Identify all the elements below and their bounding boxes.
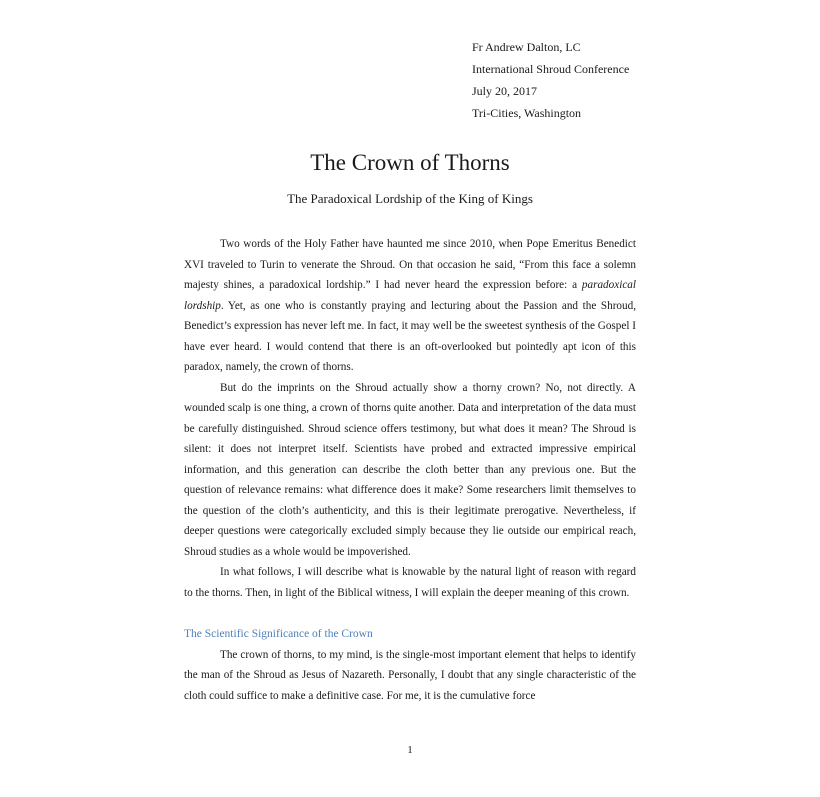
section-heading: The Scientific Significance of the Crown (184, 628, 373, 640)
conference-date: July 20, 2017 (472, 84, 538, 98)
page-number: 1 (407, 744, 413, 756)
author-name: Fr Andrew Dalton, LC (472, 40, 581, 54)
paragraph-1-end: . Yet, as one who is constantly praying and lecturing about the Passion and the Shroud, Benedict’s expression has never left me. In fact, it may well be the sweetest synthesis of the Gospel I have ever heard. I would contend that there is an oft-overlooked but pointedly apt icon of this paradox, namely, the crown of thorns. (184, 299, 636, 373)
paragraph-3: In what follows, I will describe what is knowable by the natural light of reason with regard to the thorns. Then, in light of the Biblical witness, I will explain the deeper meaning of this crown. (184, 566, 636, 599)
document-body (184, 234, 636, 706)
author-header (472, 36, 629, 124)
paragraph-2: But do the imprints on the Shroud actually show a thorny crown? No, not directly. A wounded scalp is one thing, a crown of thorns quite another. Data and interpretation of the data must be carefully distinguished. Shroud science offers testimony, but what does it mean? The Shroud is silent: it does not interpret itself. Scientists have probed and extracted impressive empirical information, and this generation can describe the cloth better than any previous one. But the question of relevance remains: what difference does it make? Some researchers limit themselves to the question of the cloth’s authenticity, and this is their legitimate prerogative. Nevertheless, if deeper questions were categorically excluded simply because they lie outside our empirical reach, Shroud studies as a whole would be impoverished. (184, 381, 636, 558)
document-subtitle: The Paradoxical Lordship of the King of Kings (287, 191, 533, 206)
paragraph-1-emphasis: paradoxical lordship (184, 279, 636, 312)
paragraph-1-start: Two words of the Holy Father have haunted me since 2010, when Pope Emeritus Benedict XVI traveled to Turin to venerate the Shroud. On that occasion he said, “From this face a solemn majesty shines, a paradoxical lordship.” I had never heard the expression before: a (184, 238, 636, 291)
conference-location: Tri-Cities, Washington (472, 106, 582, 120)
paragraph-4: The crown of thorns, to my mind, is the single-most important element that helps to identify the man of the Shroud as Jesus of Nazareth. Personally, I doubt that any single characteristic of the cloth could suffice to make a definitive case. For me, it is the cumulative force (184, 648, 636, 702)
document-title: The Crown of Thorns (310, 150, 510, 175)
paragraph-1 (184, 234, 636, 378)
conference-name: International Shroud Conference (472, 62, 630, 76)
